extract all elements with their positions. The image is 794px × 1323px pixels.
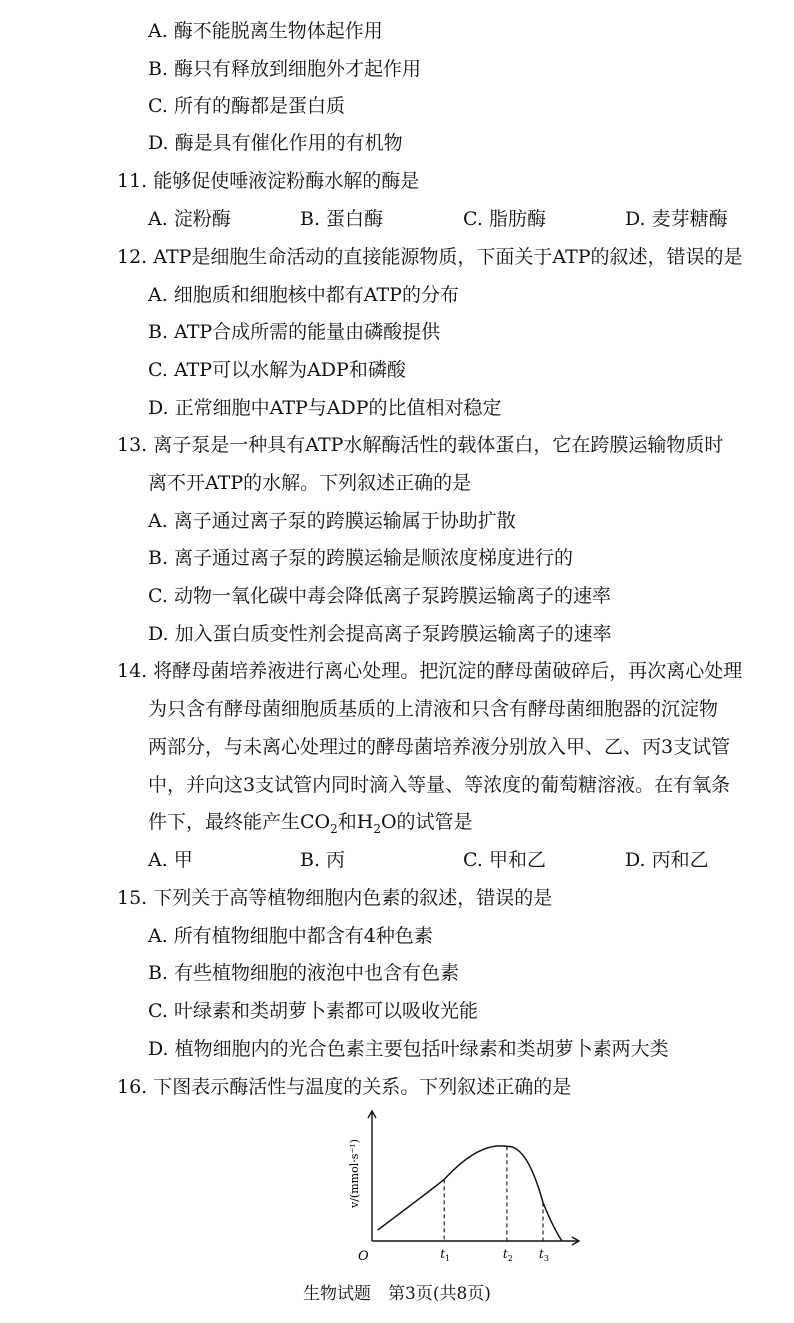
q11-option-c: C. 脂肪酶 bbox=[463, 208, 546, 230]
q14-stem-line1: 14. 将酵母菌培养液进行离心处理。把沉淀的酵母菌破碎后，再次离心处理 bbox=[117, 660, 743, 682]
q10-option-c: C. 所有的酶都是蛋白质 bbox=[148, 95, 345, 117]
tick-label-t2: $t_2$ bbox=[502, 1247, 513, 1263]
activity-curve bbox=[378, 1146, 562, 1241]
q10-option-a: A. 酶不能脱离生物体起作用 bbox=[148, 20, 383, 42]
q13-option-b: B. 离子通过离子泵的跨膜运输是顺浓度梯度进行的 bbox=[148, 547, 574, 569]
tick-label-t3: $t_3$ bbox=[539, 1247, 549, 1263]
q15-stem: 15. 下列关于高等植物细胞内色素的叙述，错误的是 bbox=[117, 887, 553, 909]
q13-option-d: D. 加入蛋白质变性剂会提高离子泵跨膜运输离子的速率 bbox=[148, 623, 612, 645]
q14-stem-line2: 为只含有酵母菌细胞质基质的上清液和只含有酵母菌细胞器的沉淀物 bbox=[148, 698, 719, 720]
q15-option-b: B. 有些植物细胞的液泡中也含有色素 bbox=[148, 962, 460, 984]
q11-option-d: D. 麦芽糖酶 bbox=[625, 208, 728, 230]
q14-option-b: B. 丙 bbox=[300, 849, 346, 871]
origin-label: O bbox=[358, 1249, 369, 1264]
tick-label-t1: $t_1$ bbox=[440, 1247, 451, 1263]
enzyme-temperature-chart bbox=[340, 1108, 580, 1268]
q13-stem-line1: 13. 离子泵是一种具有ATP水解酶活性的载体蛋白，它在跨膜运输物质时 bbox=[117, 434, 724, 456]
q15-option-a: A. 所有植物细胞中都含有4种色素 bbox=[148, 925, 433, 947]
q14-stem-5a: 件下，最终能产生CO bbox=[148, 811, 331, 833]
page-footer: 生物试题 第3页(共8页) bbox=[303, 1284, 491, 1304]
q11-option-a: A. 淀粉酶 bbox=[148, 208, 231, 230]
h2o-subscript: 2 bbox=[373, 821, 381, 836]
q14-stem-5c: O的试管是 bbox=[380, 811, 473, 833]
q14-stem-5b: 和H bbox=[337, 811, 374, 833]
q16-stem: 16. 下图表示酶活性与温度的关系。下列叙述正确的是 bbox=[117, 1076, 572, 1098]
co2-subscript: 2 bbox=[330, 821, 338, 836]
q14-option-d: D. 丙和乙 bbox=[625, 849, 709, 871]
q13-stem-line2: 离不开ATP的水解。下列叙述正确的是 bbox=[148, 472, 472, 494]
q12-option-b: B. ATP合成所需的能量由磷酸提供 bbox=[148, 321, 441, 343]
q11-option-b: B. 蛋白酶 bbox=[300, 208, 384, 230]
q14-stem-line4: 中，并向这3支试管内同时滴入等量、等浓度的葡萄糖溶液。在有氧条 bbox=[148, 774, 731, 796]
q12-option-d: D. 正常细胞中ATP与ADP的比值相对稳定 bbox=[148, 397, 502, 419]
q14-option-a: A. 甲 bbox=[148, 849, 193, 871]
q14-stem-line5 bbox=[148, 810, 473, 834]
q15-option-d: D. 植物细胞内的光合色素主要包括叶绿素和类胡萝卜素两大类 bbox=[148, 1038, 669, 1060]
q10-option-b: B. 酶只有释放到细胞外才起作用 bbox=[148, 58, 422, 80]
q14-stem-line3: 两部分，与未离心处理过的酵母菌培养液分别放入甲、乙、丙3支试管 bbox=[148, 736, 731, 758]
q13-option-c: C. 动物一氧化碳中毒会降低离子泵跨膜运输离子的速率 bbox=[148, 585, 611, 607]
y-axis-label: v/(mmol·s⁻¹) bbox=[348, 1139, 361, 1208]
q12-stem: 12. ATP是细胞生命活动的直接能源物质，下面关于ATP的叙述，错误的是 bbox=[117, 246, 743, 268]
q12-option-c: C. ATP可以水解为ADP和磷酸 bbox=[148, 359, 406, 381]
q14-option-c: C. 甲和乙 bbox=[463, 849, 546, 871]
q11-stem: 11. 能够促使唾液淀粉酶水解的酶是 bbox=[117, 170, 420, 192]
q15-option-c: C. 叶绿素和类胡萝卜素都可以吸收光能 bbox=[148, 1000, 478, 1022]
q13-option-a: A. 离子通过离子泵的跨膜运输属于协助扩散 bbox=[148, 510, 516, 532]
q12-option-a: A. 细胞质和细胞核中都有ATP的分布 bbox=[148, 284, 459, 306]
q10-option-d: D. 酶是具有催化作用的有机物 bbox=[148, 132, 403, 154]
